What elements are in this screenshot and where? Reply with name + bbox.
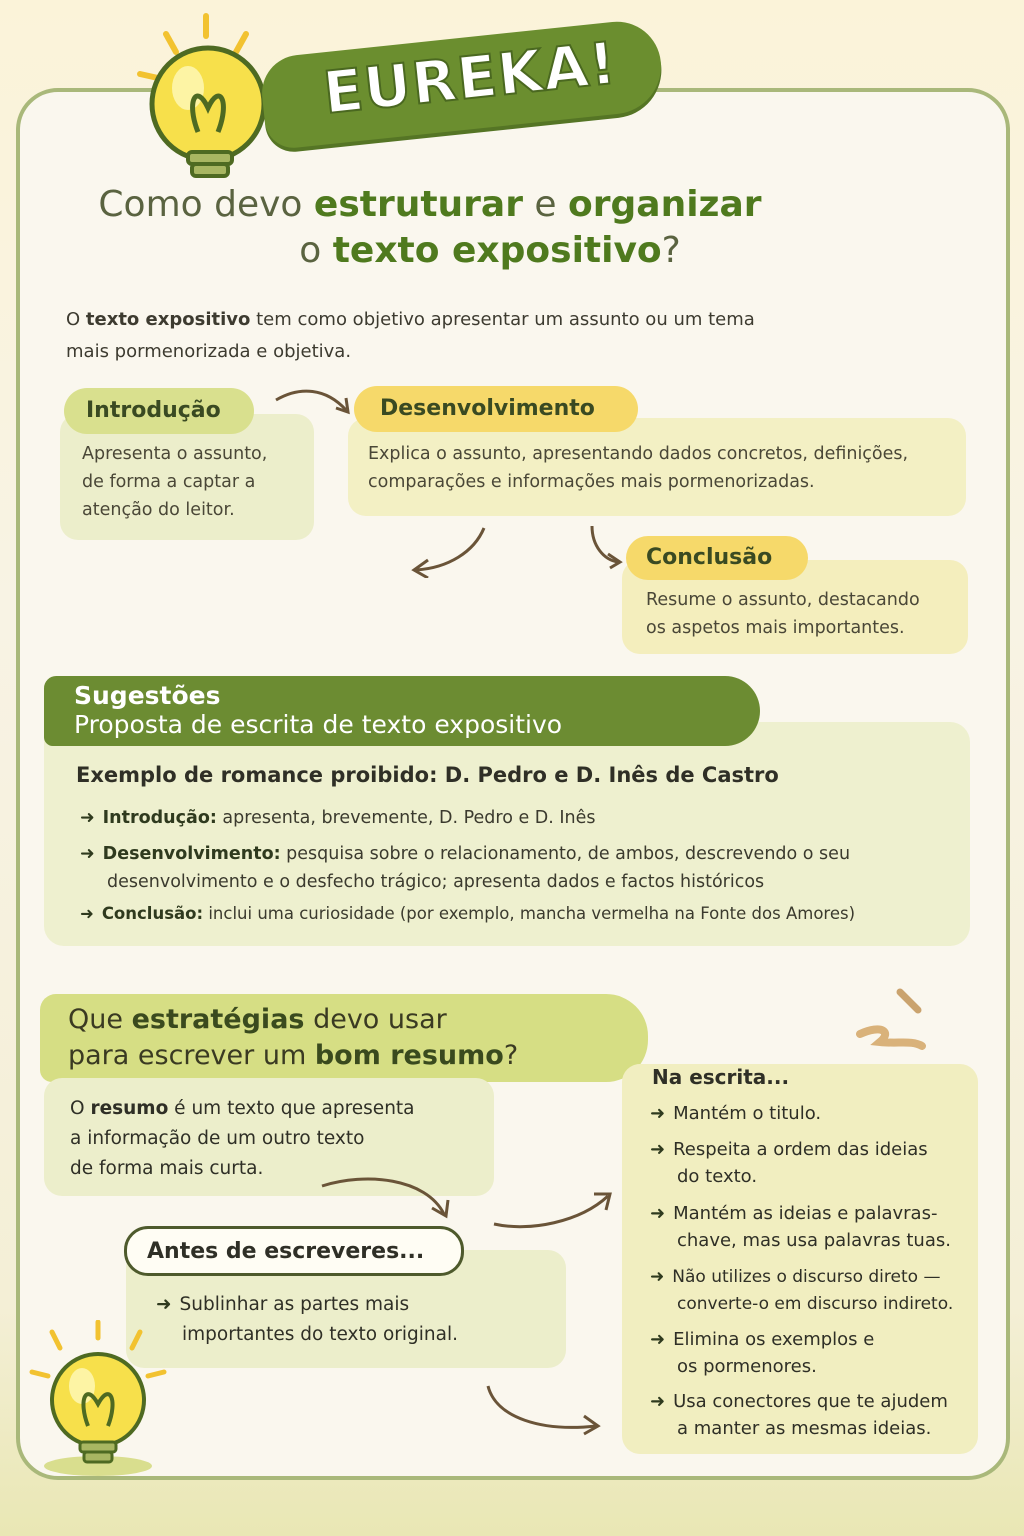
arrow-icon — [404, 522, 490, 578]
title-bold: texto expositivo — [332, 230, 662, 271]
intro-text: O — [66, 309, 86, 330]
arrow-icon: ➜ — [650, 1203, 666, 1224]
sugestoes-header — [44, 676, 760, 746]
arrow-icon — [270, 384, 356, 420]
sugestoes-title: Sugestões — [74, 681, 221, 710]
list-item — [650, 1200, 951, 1254]
intro-paragraph — [66, 304, 826, 368]
escrita-text: Respeita a ordem das ideias — [673, 1139, 928, 1160]
escrita-text: os pormenores. — [677, 1356, 817, 1377]
list-item — [650, 1100, 821, 1127]
intro-bold: texto expositivo — [85, 309, 251, 330]
escrita-text: Mantém o titulo. — [673, 1103, 822, 1124]
arrow-icon: ➜ — [650, 1267, 665, 1287]
sugestoes-subtitle: Proposta de escrita de texto expositivo — [74, 710, 563, 739]
eureka-title: EUREKA! — [320, 28, 620, 128]
arrow-icon: ➜ — [650, 1103, 666, 1124]
definition-bold: resumo — [90, 1098, 169, 1119]
item-label: Desenvolvimento: — [102, 844, 281, 864]
escrita-text: converte-o em discurso indireto. — [677, 1294, 954, 1314]
definition-text: de forma mais curta. — [70, 1158, 264, 1179]
definition-text: O — [70, 1098, 91, 1119]
sugestoes-example: Exemplo de romance proibido: D. Pedro e D. Inês de Castro — [76, 763, 779, 787]
list-item — [650, 1388, 948, 1442]
desenvolvimento-card — [348, 418, 966, 516]
card-text: de forma a captar a — [82, 472, 256, 492]
list-item — [650, 1136, 928, 1190]
title-bold: estruturar — [313, 184, 523, 225]
card-text: atenção do leitor. — [82, 500, 235, 520]
escrita-label: Na escrita... — [652, 1065, 790, 1089]
arrow-icon: ➜ — [80, 808, 95, 828]
arrow-icon — [586, 522, 626, 570]
question-text: devo usar — [304, 1004, 447, 1035]
arrow-icon — [490, 1186, 616, 1232]
question-text: para escrever um — [68, 1040, 315, 1071]
escrita-text: Elimina os exemplos e — [673, 1329, 875, 1350]
resumo-question — [40, 994, 648, 1082]
title-bold: organizar — [568, 184, 762, 225]
card-text: os aspetos mais importantes. — [646, 618, 905, 638]
title-text: e — [522, 184, 569, 225]
antes-text: Sublinhar as partes mais — [179, 1294, 410, 1315]
list-item — [80, 840, 850, 868]
lightbulb-icon — [28, 1320, 168, 1480]
list-item — [80, 900, 855, 928]
escrita-text: Usa conectores que te ajudem — [673, 1391, 948, 1412]
arrow-icon: ➜ — [650, 1329, 666, 1350]
card-text: Resume o assunto, destacando — [646, 590, 920, 610]
item-text-continued: desenvolvimento e o desfecho trágico; apresenta dados e factos históricos — [107, 872, 765, 892]
escrita-card — [622, 1064, 978, 1454]
title-text: o — [299, 230, 333, 271]
arrow-icon: ➜ — [650, 1139, 666, 1160]
intro-text: mais pormenorizada e objetiva. — [66, 341, 352, 362]
escrita-text: chave, mas usa palavras tuas. — [677, 1230, 951, 1251]
list-item — [80, 804, 596, 832]
escrita-text: a manter as mesmas ideias. — [677, 1418, 932, 1439]
title-text: ? — [661, 230, 681, 271]
arrow-icon: ➜ — [80, 844, 95, 864]
escrita-text: Mantém as ideias e palavras- — [673, 1203, 938, 1224]
question-bold: bom resumo — [314, 1040, 504, 1071]
item-text: inclui uma curiosidade (por exemplo, mancha vermelha na Fonte dos Amores) — [203, 904, 856, 923]
card-text: Explica o assunto, apresentando dados concretos, definições, — [368, 444, 909, 464]
definition-text: é um texto que apresenta — [168, 1098, 415, 1119]
arrow-icon: ➜ — [156, 1294, 172, 1315]
escrita-text: do texto. — [677, 1166, 758, 1187]
arrow-icon — [482, 1382, 604, 1438]
list-item — [650, 1326, 874, 1380]
antes-text: importantes do texto original. — [182, 1324, 458, 1345]
conclusao-label: Conclusão — [626, 536, 808, 580]
item-label: Introdução: — [102, 808, 217, 828]
question-text: Que — [68, 1004, 132, 1035]
page-title — [40, 182, 820, 274]
list-item — [650, 1264, 953, 1318]
antes-label: Antes de escreveres... — [124, 1226, 464, 1276]
desenvolvimento-label: Desenvolvimento — [354, 386, 638, 432]
title-text: Como devo — [98, 184, 314, 225]
arrow-icon — [316, 1172, 456, 1222]
card-text: Apresenta o assunto, — [82, 444, 268, 464]
item-label: Conclusão: — [101, 904, 204, 923]
item-text: pesquisa sobre o relacionamento, de ambos, descrevendo o seu — [280, 844, 851, 864]
card-text: comparações e informações mais pormenorizadas. — [368, 472, 815, 492]
question-text: ? — [503, 1040, 519, 1071]
definition-text: a informação de um outro texto — [70, 1128, 365, 1149]
arrow-icon: ➜ — [650, 1391, 666, 1412]
decorative-squiggle-icon — [852, 986, 932, 1072]
item-text: apresenta, brevemente, D. Pedro e D. Inês — [216, 808, 596, 828]
intro-text: tem como objetivo apresentar um assunto ou um tema — [250, 309, 755, 330]
escrita-text: Não utilizes o discurso direto — — [672, 1267, 941, 1287]
introducao-label: Introdução — [64, 388, 254, 434]
question-bold: estratégias — [131, 1004, 305, 1035]
arrow-icon: ➜ — [80, 904, 94, 923]
